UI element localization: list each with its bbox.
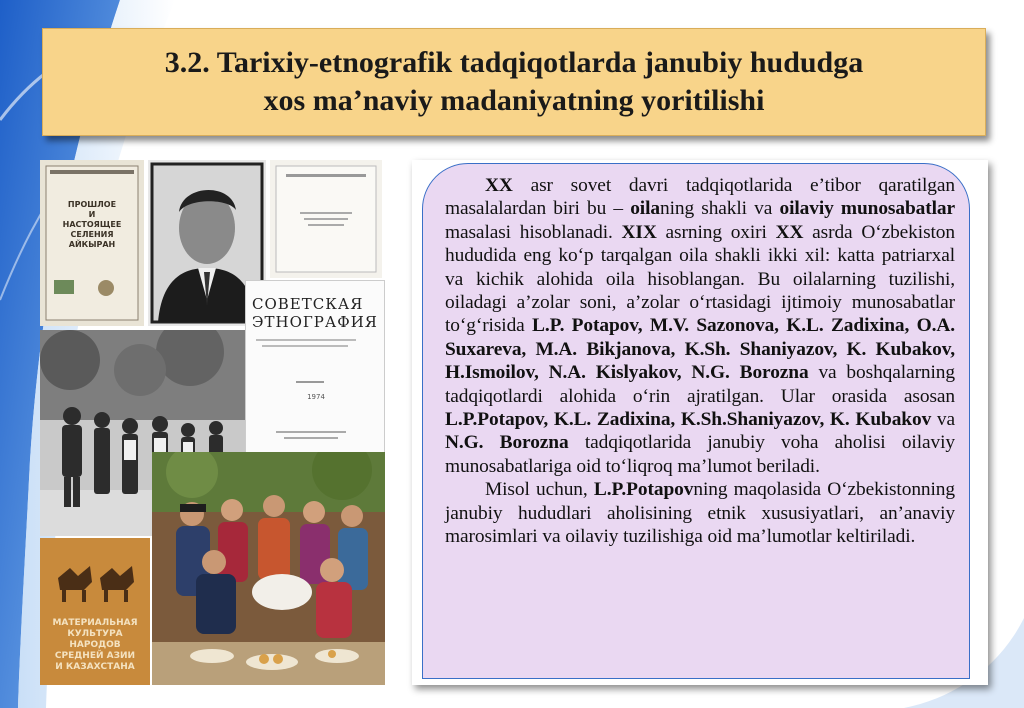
- text-run: va: [931, 409, 955, 431]
- bold-text-run: N.G. Borozna: [445, 432, 569, 454]
- material-book-line: МАТЕРИАЛЬНАЯ: [52, 618, 138, 628]
- book-cover-white-art: [270, 160, 382, 278]
- material-book-line: НАРОДОВ: [69, 640, 121, 650]
- book1-line: ПРОШЛОЕ: [67, 200, 117, 209]
- gathering-photo-art: [152, 452, 385, 685]
- material-book-line: И КАЗАХСТАНА: [55, 662, 135, 672]
- slide-title-line-2: xos ma’naviy madaniyatning yoritilishi: [263, 84, 765, 117]
- image-collage: [40, 160, 385, 685]
- journal-title-line: ЭТНОГРАФИЯ: [252, 313, 378, 331]
- journal-cover-art: [246, 281, 385, 456]
- bold-text-run: oila: [630, 198, 660, 220]
- bold-text-run: L.P.Potapov, K.L. Zadixina, K.Sh.Shaniyazov, K. Kubakov: [445, 409, 932, 431]
- body-paragraph-2: [445, 478, 955, 548]
- book1-line: И: [88, 210, 96, 219]
- text-run: asrda O‘zbekiston hududida eng ko‘p tarqalgan oila shakli ikki xil: katta patriarxal va kichik alohida oila hisoblangan. Bu oilalarning tuzilishi, oiladagi a’zolar soni, a’zolar o‘rtasidagi ijtimoiy munosabatlar to‘g‘risida: [445, 221, 955, 337]
- text-run: asr sovet davri tadqiqotlarida e’tibor qaratilgan masalalardan biri bu –: [445, 175, 955, 220]
- bold-text-run: L.P.Potapov: [593, 479, 694, 501]
- text-run: masalasi hisoblanadi.: [445, 221, 622, 243]
- bold-text-run: XX: [775, 221, 804, 243]
- text-run: tadqiqotlarida janubiy voha aholisi oilaviy munosabatlariga oid to‘liqroq ma’lumot beriladi.: [445, 432, 955, 477]
- journal-title-line: СОВЕТСКАЯ: [252, 295, 364, 313]
- text-panel: [412, 160, 988, 685]
- gathering-photo: [152, 452, 385, 685]
- text-run: ning maqolasida O‘zbekistonning janubiy hududlari aholisining etnik xususiyatlari, an’anaviy marosimlari va oilaviy tuzilishiga oid ma’lumotlar keltiriladi.: [445, 479, 955, 548]
- text-run: va boshqalarning tadqiqotlardi alohida o‘rin ajratilgan. Ular orasida asosan: [445, 362, 955, 407]
- book-cover-aykyran: [40, 160, 144, 326]
- text-run: asrning oxiri: [656, 221, 776, 243]
- bold-text-run: XIX: [621, 221, 657, 243]
- book-cover-white: [270, 160, 382, 278]
- text-run: Misol uchun,: [485, 479, 594, 501]
- slide-title-line-1: 3.2. Tarixiy-etnografik tadqiqotlarda janubiy hududga: [164, 46, 864, 79]
- material-book-line: СРЕДНЕЙ АЗИИ: [54, 651, 136, 661]
- text-run: ning shakli va: [659, 198, 780, 220]
- journal-year: 1974: [307, 393, 325, 401]
- bold-text-run: L.P. Potapov, M.V. Sazonova, K.L. Zadixina, O.A. Suxareva, M.A. Bikjanova, K.Sh. Shaniyazov, K. Kubakov, H.Ismoilov, N.A. Kislyakov, N.G. Borozna: [445, 315, 955, 384]
- material-book-line: КУЛЬТУРА: [67, 629, 123, 639]
- book-cover-material-culture: [40, 538, 150, 685]
- bold-text-run: XX: [485, 175, 513, 196]
- bold-text-run: oilaviy munosabatlar: [779, 198, 955, 220]
- body-paragraph-1: [445, 174, 955, 478]
- book1-line: АЙКЫРАН: [68, 240, 116, 249]
- book1-line: СЕЛЕНИЯ: [70, 230, 114, 239]
- book-cover-sovetskaya-etnografiya: [245, 280, 385, 456]
- slide-title-box: [42, 28, 986, 136]
- body-text-box: [422, 163, 970, 679]
- book1-line: НАСТОЯЩЕЕ: [62, 220, 122, 229]
